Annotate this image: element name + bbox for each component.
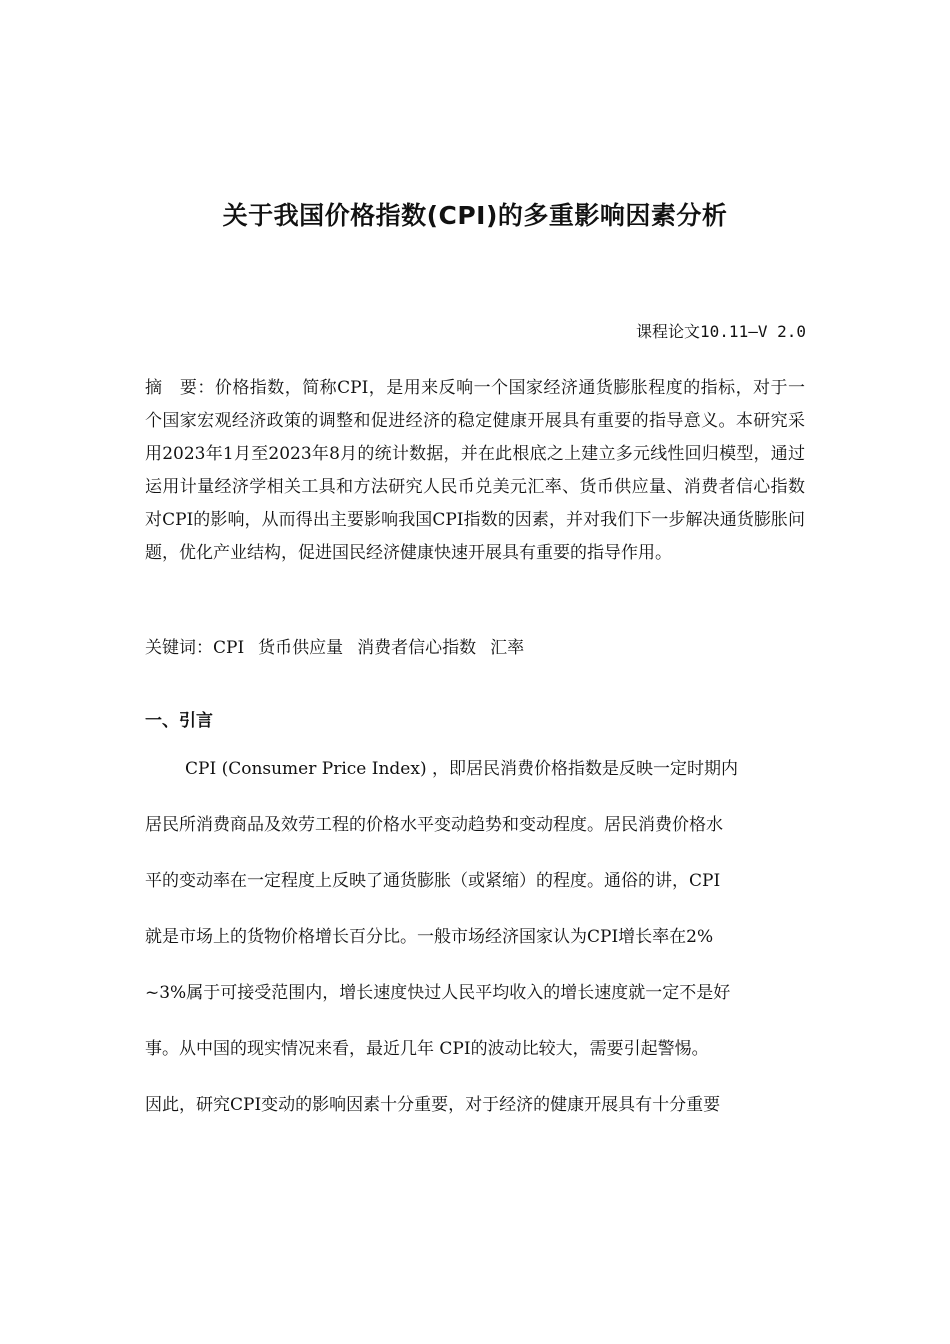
paragraph-line: ~3%属于可接受范围内，增长速度快过人民平均收入的增长速度就一定不是好 xyxy=(145,983,731,1003)
keywords xyxy=(145,632,805,665)
keywords-label: 关键词： xyxy=(145,638,213,658)
abstract-label: 摘 要： xyxy=(145,378,215,398)
section-heading: 一、引言 xyxy=(145,711,213,731)
abstract-text: 价格指数，简称CPI，是用来反响一个国家经济通货膨胀程度的指标，对于一个国家宏观经济政策的调整和促进经济的稳定健康开展具有重要的指导意义。本研究采用2023年1月至2023年8月的统计数据，并在此根底之上建立多元线性回归模型，通过运用计量经济学相关工具和方法研究人民币兑美元汇率、货币供应量、消费者信心指数对CPI的影响，从而得出主要影响我国CPI指数的因素，并对我们下一步解决通货膨胀问题，优化产业结构，促进国民经济健康快速开展具有重要的指导作用。 xyxy=(145,378,805,563)
paragraph-line: 就是市场上的货物价格增长百分比。一般市场经济国家认为CPI增长率在2% xyxy=(145,927,714,947)
document-version: 课程论文10.11—V 2.0 xyxy=(636,322,806,341)
keyword: 消费者信心指数 xyxy=(357,638,477,658)
keyword: 货币供应量 xyxy=(258,638,344,658)
paragraph-line: 因此，研究CPI变动的影响因素十分重要，对于经济的健康开展具有十分重要 xyxy=(145,1095,721,1115)
paragraph-line: 居民所消费商品及效劳工程的价格水平变动趋势和变动程度。居民消费价格水 xyxy=(145,815,723,835)
document-title: 关于我国价格指数(CPI)的多重影响因素分析 xyxy=(222,201,728,230)
keyword: 汇率 xyxy=(490,638,525,658)
abstract xyxy=(145,372,805,570)
section-body xyxy=(145,752,805,1144)
paragraph-line: CPI (Consumer Price Index) ，即居民消费价格指数是反映一定时期内 xyxy=(185,759,738,779)
keyword: CPI xyxy=(213,638,245,658)
paragraph-line: 事。从中国的现实情况来看，最近几年 CPI的波动比较大，需要引起警惕。 xyxy=(145,1039,709,1059)
paragraph-line: 平的变动率在一定程度上反映了通货膨胀（或紧缩）的程度。通俗的讲，CPI xyxy=(145,871,721,891)
